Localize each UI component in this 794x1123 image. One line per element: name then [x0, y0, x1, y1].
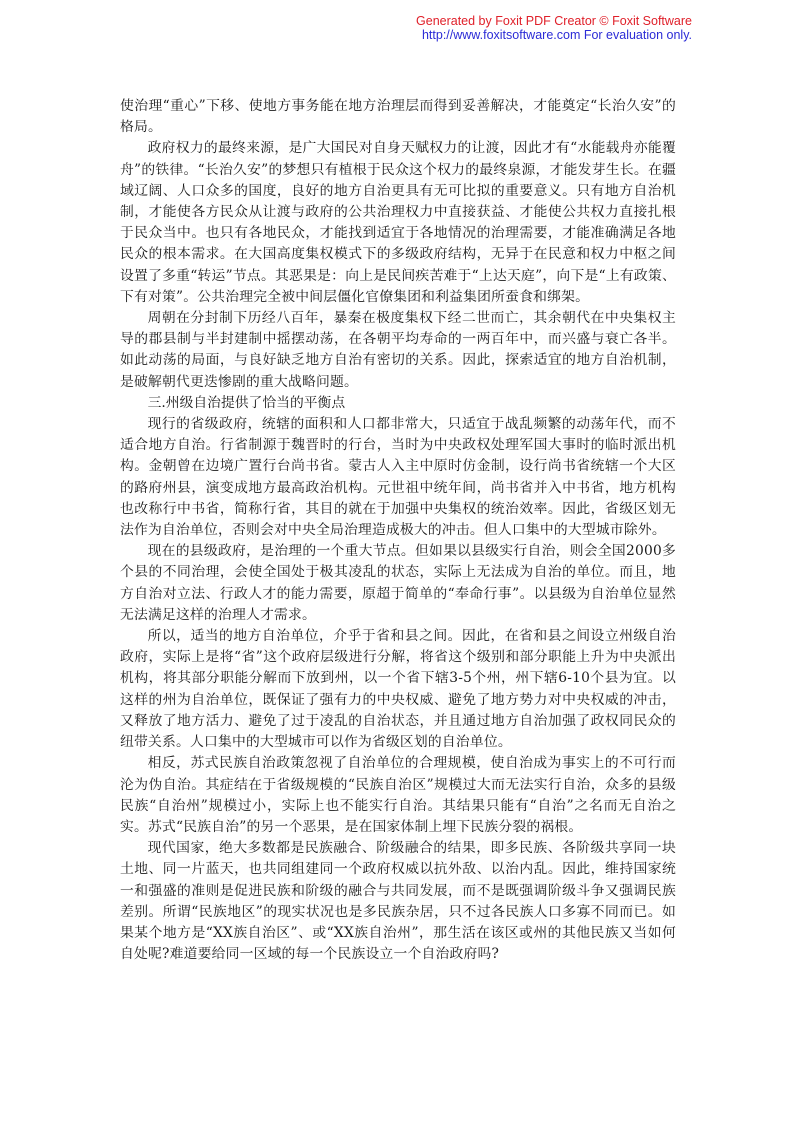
paragraph-modern-state: 现代国家，绝大多数都是民族融合、阶级融合的结果，即多民族、各阶级共享同一块土地、同一片蓝天，也共同组建同一个政府权威以抗外敌、以治内乱。因此，维持国家统一和强盛的准则是促进民族和阶级的融合与共同发展，而不是既强调阶级斗争又强调民族差别。所谓“民族地区”的现实状况也是多民族杂居，只不过各民族人口多寡不同而已。如果某个地方是“XX族自治区”、或“XX族自治州”，那生活在该区或州的其他民族又当如何自处呢?难道要给同一区域的每一个民族设立一个自治政府吗? — [120, 840, 676, 963]
watermark-url-text: http://www.foxitsoftware.com For evaluation only. — [421, 28, 692, 42]
paragraph-provincial-government: 现行的省级政府，统辖的面积和人口都非常大，只适宜于战乱频繁的动荡年代，而不适合地方自治。行省制源于魏晋时的行台，当时为中央政权处理军国大事时的临时派出机构。金朝曾在边境广置行台尚书省。蒙古人入主中原时仿金制，设行尚书省统辖一个大区的路府州县，演变成地方最高政治机构。元世祖中统年间，尚书省并入中书省，地方机构也改称行中书省，简称行省，其目的就在于加强中央集权的统治效率。因此，省级区划无法作为自治单位，否则会对中央全局治理造成极大的冲击。但人口集中的大型城市除外。 — [120, 416, 676, 539]
paragraph-prefecture-autonomy: 所以，适当的地方自治单位，介乎于省和县之间。因此，在省和县之间设立州级自治政府，实际上是将“省”这个政府层级进行分解，将省这个级别和部分职能上升为中央派出机构，将其部分职能分解而下放到州，以一个省下辖3-5个州，州下辖6-10个县为宜。以这样的州为自治单位，既保证了强有力的中央权威、避免了地方势力对中央权威的冲击，又释放了地方活力、避免了过于凌乱的自治状态，并且通过地方自治加强了政权同民众的纽带关系。人口集中的大型城市可以作为省级区划的自治单位。 — [120, 628, 676, 751]
foxit-watermark — [416, 14, 692, 42]
section-heading: 三.州级自治提供了恰当的平衡点 — [147, 394, 346, 411]
paragraph-continuation: 使治理“重心”下移、使地方事务能在地方治理层而得到妥善解决，才能奠定“长治久安”的格局。 — [120, 98, 676, 136]
paragraph-power-source: 政府权力的最终来源，是广大国民对自身天赋权力的让渡，因此才有“水能载舟亦能覆舟”的铁律。“长治久安”的梦想只有植根于民众这个权力的最终泉源，才能发芽生长。在疆域辽阔、人口众多的国度，良好的地方自治更具有无可比拟的重要意义。只有地方自治机制，才能使各方民众从让渡与政府的公共治理权力中直接获益、才能使公共权力直接扎根于民众当中。也只有各地民众，才能找到适宜于各地情况的治理需要，才能准确满足各地民众的根本需求。在大国高度集权模式下的多级政府结构，无异于在民意和权力中枢之间设置了多重“转运”节点。其恶果是：向上是民间疾苦难于“上达天庭”，向下是“上有政策、下有对策”。公共治理完全被中间层僵化官僚集团和利益集团所蚕食和绑架。 — [120, 140, 676, 305]
document-body — [120, 96, 676, 965]
watermark-generator-text: Generated by Foxit PDF Creator © Foxit Software — [416, 14, 692, 28]
paragraph-soviet-policy: 相反，苏式民族自治政策忽视了自治单位的合理规模，使自治成为事实上的不可行而沦为伪自治。其症结在于省级规模的“民族自治区”规模过大而无法实行自治，众多的县级民族“自治州”规模过小，实际上也不能实行自治。其结果只能有“自治”之名而无自治之实。苏式“民族自治”的另一个恶果，是在国家体制上埋下民族分裂的祸根。 — [120, 755, 676, 835]
paragraph-county-government: 现在的县级政府，是治理的一个重大节点。但如果以县级实行自治，则会全国2000多个县的不同治理，会使全国处于极其凌乱的状态，实际上无法成为自治的单位。而且，地方自治对立法、行政人才的能力需要，原超于简单的“奉命行事”。以县级为自治单位显然无法满足这样的治理人才需求。 — [120, 543, 676, 623]
paragraph-dynasties: 周朝在分封制下历经八百年，暴秦在极度集权下经二世而亡，其余朝代在中央集权主导的郡县制与半封建制中摇摆动荡，在各朝平均寿命的一两百年中，而兴盛与衰亡各半。如此动荡的局面，与良好缺乏地方自治有密切的关系。因此，探索适宜的地方自治机制，是破解朝代更迭惨剧的重大战略问题。 — [120, 310, 676, 390]
